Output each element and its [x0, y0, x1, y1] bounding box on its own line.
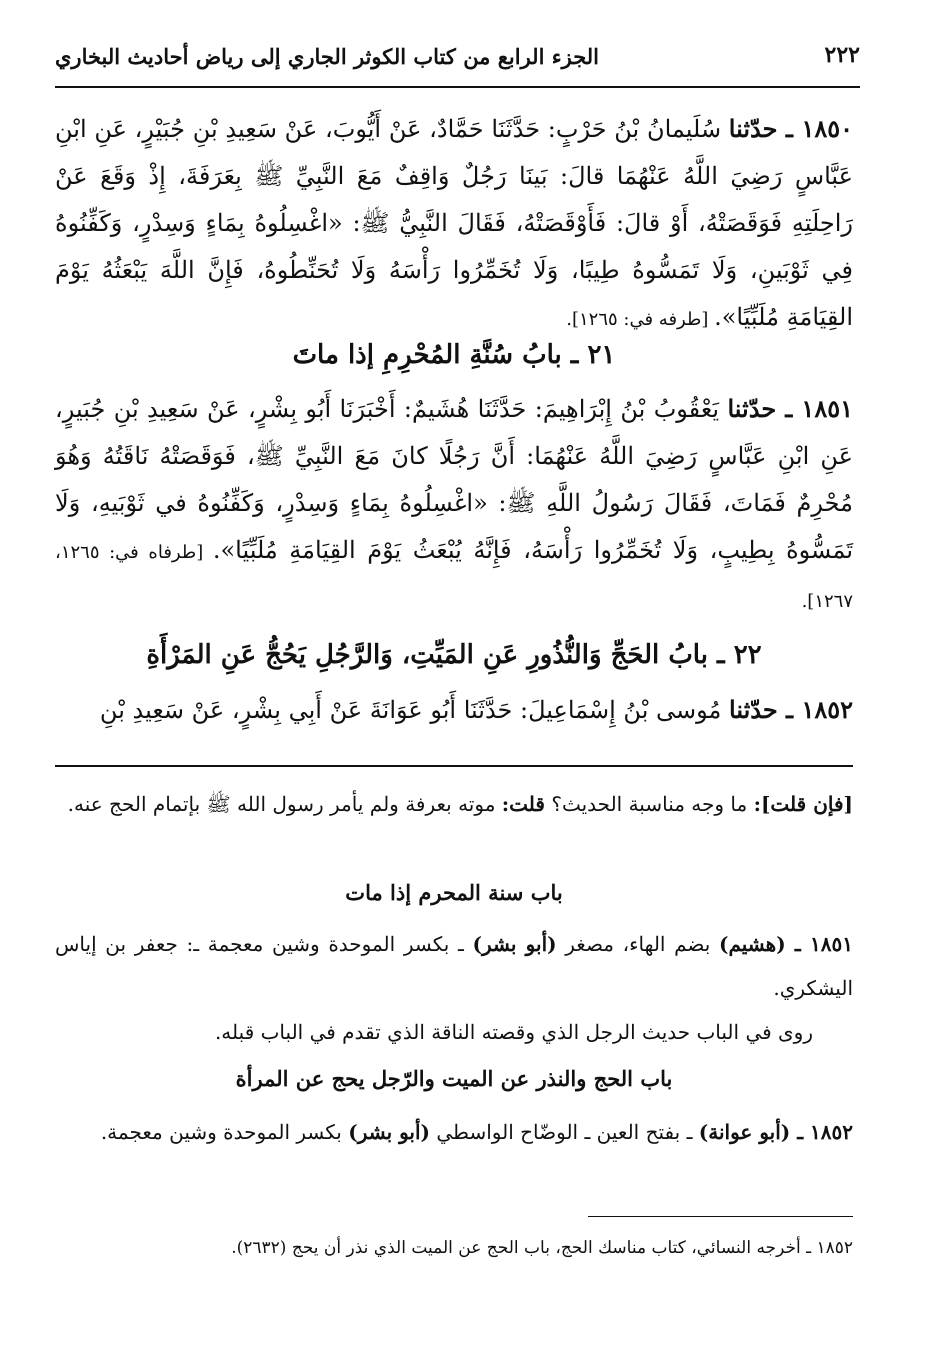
page-number: ٢٢٢	[824, 42, 860, 68]
commentary-paragraph-3: روى في الباب حديث الرجل الذي وقصته الناقة الذي تقدم في الباب قبله.	[214, 1020, 813, 1044]
commentary-text: ـ بكسر الموحدة وشين معجمة ـ: جعفر بن إياس اليشكري.	[55, 932, 853, 1000]
chapter-heading-21: ٢١ ـ بابُ سُنَّةِ المُحْرِمِ إذا ماتَ	[292, 340, 616, 370]
commentary-paragraph-4	[55, 1110, 853, 1154]
running-header	[55, 36, 860, 88]
hadith-number-1851: ١٨٥١ ـ حدّثنا	[727, 394, 853, 423]
commentary-term-hushaym: ١٨٥١ ـ (هشيم)	[719, 932, 853, 956]
hadith-number-1852: ١٨٥٢ ـ حدّثنا	[729, 695, 853, 724]
commentary-separator	[55, 765, 853, 767]
commentary-paragraph-2	[55, 922, 853, 1010]
chapter-heading-22: ٢٢ ـ بابُ الحَجِّ وَالنُّذُورِ عَنِ المَيِّتِ، وَالرَّجُلِ يَحُجُّ عَنِ المَرْأَةِ	[146, 640, 762, 670]
commentary-label-question: [فإن قلت]:	[753, 792, 853, 816]
cross-reference-1850: [طرفه في: ١٢٦٥].	[566, 309, 715, 330]
commentary-text: بكسر الموحدة وشين معجمة.	[100, 1120, 349, 1144]
commentary-term-abu-bishr-2: (أبو بشر)	[348, 1120, 431, 1144]
commentary-text: ـ بفتح العين ـ الوضّاح الواسطي	[430, 1120, 699, 1144]
commentary-term-abu-bishr: (أبو بشر)	[472, 932, 557, 956]
footnote-separator	[588, 1216, 853, 1217]
commentary-text: موته بعرفة ولم يأمر رسول الله ﷺ بإتمام الحج عنه.	[67, 792, 502, 816]
hadith-1850	[55, 105, 853, 343]
commentary-text: بضم الهاء، مصغر	[556, 932, 719, 956]
hadith-text-1850: سُلَيمانُ بْنُ حَرْبٍ: حَدَّثَنَا حَمَّادٌ، عَنْ أَيُّوبَ، عَنْ سَعِيدِ بْنِ جُبَيْرٍ، عَنِ ابْنِ عَبَّاسٍ رَضِيَ اللَّهُ عَنْهُمَا قالَ: بَينَا رَجُلٌ وَاقِفٌ مَعَ النَّبِيِّ ﷺ بِعَرَفَةَ، إِذْ وَقَعَ عَنْ رَاحِلَتِهِ فَوَقَصَتْهُ، أَوْ قالَ: فَأَوْقَصَتْهُ، فَقَالَ النَّبِيُّ ﷺ: «اغْسِلُوهُ بِمَاءٍ وَسِدْرٍ، وَكَفِّنُوهُ فِي ثَوْبَينِ، وَلَا تَمَسُّوهُ طِيبًا، وَلَا تُخَمِّرُوا رَأْسَهُ وَلَا تُحَنِّطُوهُ، فَإِنَّ اللَّهَ يَبْعَثُهُ يَوْمَ القِيَامَةِ مُلَبِّيًا».	[55, 115, 853, 331]
footnote-1852: ١٨٥٢ ـ أخرجه النسائي، كتاب مناسك الحج، باب الحج عن الميت الذي نذر أن يحج (٢٦٣٢).	[231, 1238, 853, 1258]
hadith-1851	[55, 385, 853, 625]
hadith-number-1850: ١٨٥٠ ـ حدّثنا	[728, 114, 853, 143]
cross-reference-1851: [طرفاه في: ١٢٦٥، ١٢٦٧].	[55, 542, 853, 612]
commentary-term-abu-awana: ١٨٥٢ ـ (أبو عوانة)	[698, 1120, 853, 1144]
commentary-paragraph-1	[55, 782, 853, 826]
hadith-text-1852: مُوسى بْنُ إِسْمَاعِيلَ: حَدَّثَنَا أَبُو عَوَانَةَ عَنْ أَبِي بِشْرٍ، عَنْ سَعِيدِ بْنِ	[99, 696, 730, 724]
hadith-1852	[55, 686, 853, 734]
hadith-text-1851: يَعْقُوبُ بْنُ إِبْرَاهِيمَ: حَدَّثَنَا هُشَيمٌ: أَخْبَرَنَا أَبُو بِشْرٍ، عَنْ سَعِيدِ بْنِ جُبَيرٍ، عَنِ ابْنِ عَبَّاسٍ رَضِيَ اللَّهُ عَنْهُمَا: أَنَّ رَجُلًا كانَ مَعَ النَّبِيِّ ﷺ، فَوَقَصَتْهُ نَاقَتُهُ وَهُوَ مُحْرِمٌ فَمَاتَ، فَقَالَ رَسُولُ اللَّهِ ﷺ: «اغْسِلُوهُ بِمَاءٍ وَسِدْرٍ، وَكَفِّنُوهُ في ثَوْبَيهِ، وَلَا تَمَسُّوهُ بِطِيبٍ، وَلَا تُخَمِّرُوا رَأْسَهُ، فَإِنَّهُ يُبْعَثُ يَوْمَ القِيَامَةِ مُلَبِّيًا».	[55, 395, 854, 564]
commentary-heading-1: باب سنة المحرم إذا مات	[345, 880, 563, 905]
commentary-label-answer: قلت:	[501, 792, 545, 816]
commentary-text: ما وجه مناسبة الحديث؟	[544, 792, 754, 816]
running-title: الجزء الرابع من كتاب الكوثر الجاري إلى رياض أحاديث البخاري	[55, 44, 599, 69]
commentary-heading-2: باب الحج والنذر عن الميت والرّجل يحج عن المرأة	[235, 1066, 673, 1091]
